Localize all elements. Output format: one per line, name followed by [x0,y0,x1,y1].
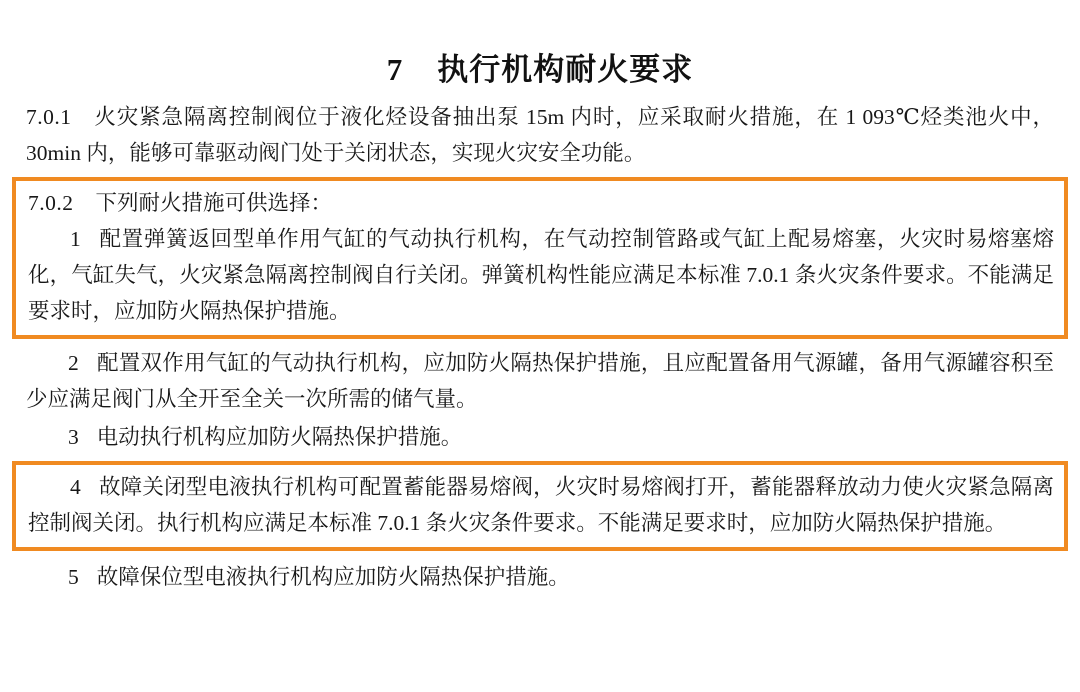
list-item-2-text: 配置双作用气缸的气动执行机构，应加防火隔热保护措施，且应配置备用气源罐，备用气源罐容积至少应满足阀门从全开至全关一次所需的储气量。 [26,351,1054,411]
list-item-2-number: 2 [68,351,79,375]
paragraph-7-0-2 [28,185,1054,221]
section-title-text: 执行机构耐火要求 [437,52,694,87]
list-item-3-text: 电动执行机构应加防火隔热保护措施。 [96,425,463,449]
list-item-1 [28,221,1054,329]
highlight-box-2 [12,461,1068,551]
list-item-4 [28,469,1054,541]
list-item-3-number: 3 [68,425,79,449]
paragraph-label-7-0-1: 7.0.1 [26,105,72,129]
list-item-2 [26,345,1054,417]
paragraph-text-7-0-1: 火灾紧急隔离控制阀位于液化烃设备抽出泵 15m 内时，应采取耐火措施，在 1 093℃烃类池火中，30min 内，能够可靠驱动阀门处于关闭状态，实现火灾安全功能。 [26,105,1054,165]
list-item-1-text: 配置弹簧返回型单作用气缸的气动执行机构，在气动控制管路或气缸上配易熔塞，火灾时易熔塞熔化，气缸失气，火灾紧急隔离控制阀自行关闭。弹簧机构性能应满足本标准 7.0.1 条火灾条件要求。不能满足要求时，应加防火隔热保护措施。 [28,227,1054,323]
list-item-4-text: 故障关闭型电液执行机构可配置蓄能器易熔阀，火灾时易熔阀打开，蓄能器释放动力使火灾紧急隔离控制阀关闭。执行机构应满足本标准 7.0.1 条火灾条件要求。不能满足要求时，应加防火隔热保护措施。 [28,475,1054,535]
list-item-1-number: 1 [70,227,81,251]
list-item-3 [26,419,1054,455]
paragraph-label-7-0-2: 7.0.2 [28,191,74,215]
paragraph-7-0-1 [26,99,1054,171]
highlight-box-1 [12,177,1068,339]
list-item-5 [26,559,1054,595]
document-body [0,99,1080,595]
page-title [0,0,1080,99]
section-number: 7 [386,52,404,87]
list-item-5-text: 故障保位型电液执行机构应加防火隔热保护措施。 [96,565,570,589]
paragraph-text-7-0-2: 下列耐火措施可供选择： [95,191,333,215]
list-item-5-number: 5 [68,565,79,589]
list-item-4-number: 4 [70,475,81,499]
